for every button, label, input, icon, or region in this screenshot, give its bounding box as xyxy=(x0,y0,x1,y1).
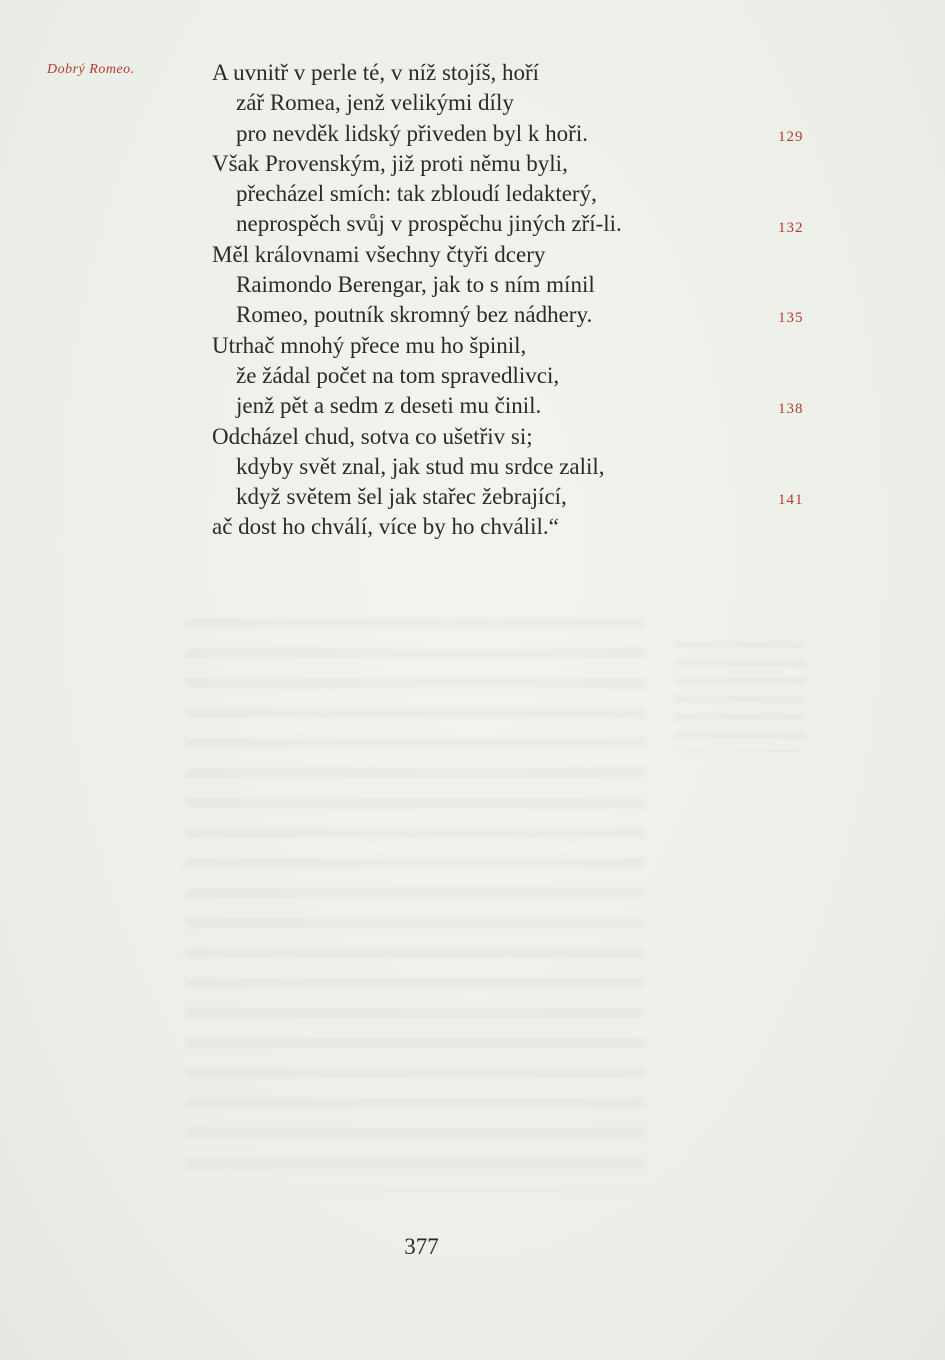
verse-line: přecházel smích: tak zbloudí ledakterý, xyxy=(236,181,597,207)
verse-line: když světem šel jak stařec žebrající, xyxy=(236,484,567,510)
verse-line: že žádal počet na tom spravedlivci, xyxy=(236,362,560,388)
verse-line: neprospěch svůj v prospěchu jiných zří-li. xyxy=(236,211,622,237)
verse-line: zář Romea, jenž velikými díly xyxy=(236,90,514,116)
verse-line: Měl královnami všechny čtyři dcery xyxy=(212,241,546,267)
show-through-margin-note xyxy=(675,632,805,752)
line-number: 141 xyxy=(778,492,804,509)
line-number: 132 xyxy=(778,219,804,236)
verse-line: ač dost ho chválí, více by ho chválil.“ xyxy=(212,514,559,540)
page-number: 377 xyxy=(404,1234,439,1259)
show-through-text xyxy=(185,600,645,1190)
verse-line: Utrhač mnohý přece mu ho špinil, xyxy=(212,332,527,358)
verse-line: Romeo, poutník skromný bez nádhery. xyxy=(236,302,593,328)
verse-block xyxy=(212,58,772,543)
line-number: 129 xyxy=(778,128,804,145)
verse-line: kdyby svět znal, jak stud mu srdce zalil, xyxy=(236,453,605,479)
verse-line: jenž pět a sedm z deseti mu činil. xyxy=(236,393,542,419)
verse-line: A uvnitř v perle té, v níž stojíš, hoří xyxy=(212,60,540,85)
verse-line: Raimondo Berengar, jak to s ním mínil xyxy=(236,272,595,298)
margin-note: Dobrý Romeo. xyxy=(47,62,135,77)
verse-line: Však Provenským, již proti němu byli, xyxy=(212,150,568,176)
line-number: 138 xyxy=(778,401,804,418)
line-number: 135 xyxy=(778,310,804,327)
verse-line: pro nevděk lidský přiveden byl k hoři. xyxy=(236,120,588,146)
verse-line: Odcházel chud, sotva co ušetřiv si; xyxy=(212,423,533,449)
